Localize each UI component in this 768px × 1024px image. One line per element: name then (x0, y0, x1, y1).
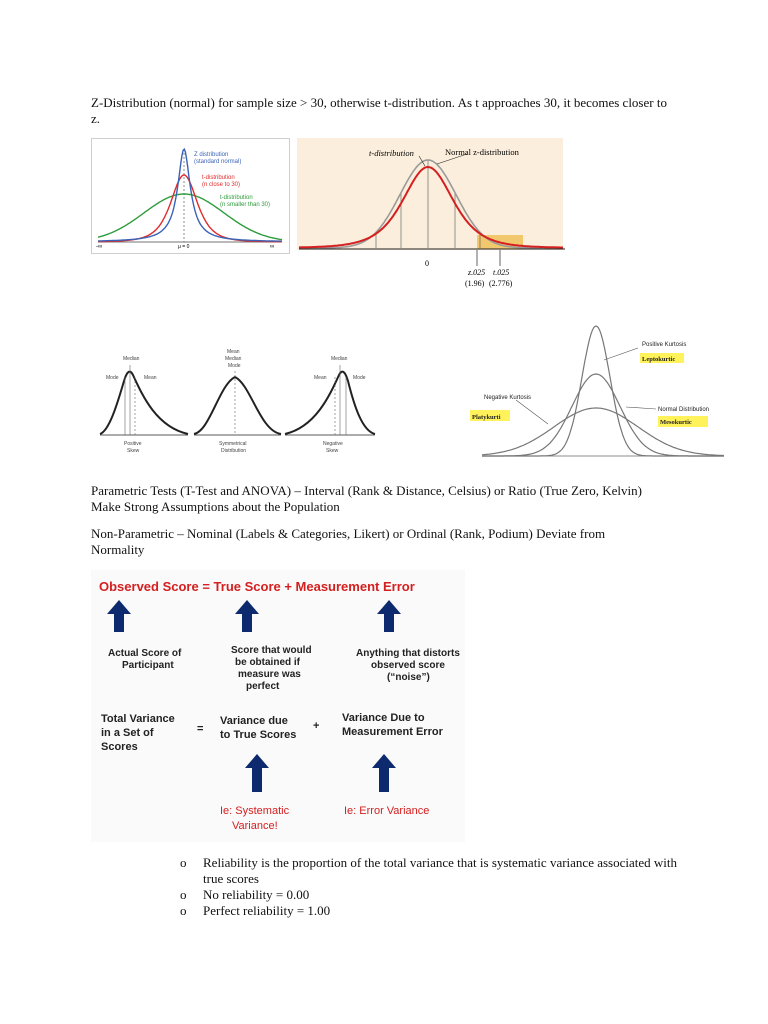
bullet-marker: o (180, 887, 187, 902)
pos-mean-label: Mean (144, 375, 157, 381)
sym-label-2: Median (225, 356, 242, 362)
true-variance-line2: to True Scores (220, 729, 297, 741)
total-variance-line3: Scores (101, 741, 138, 753)
error-variance-line2: Measurement Error (342, 726, 443, 738)
z-crit-label: z.025 (468, 268, 486, 277)
bullet-marker: o (180, 855, 187, 870)
noise-desc-line2: observed score (371, 660, 445, 671)
sym-curve (194, 377, 281, 434)
legend-tsmall-line1: t-distribution (220, 195, 253, 201)
plot-background (297, 138, 563, 250)
mesokurtic-curve (482, 374, 724, 456)
neg-mean-label: Mean (314, 375, 327, 381)
bullet-marker: o (180, 903, 187, 918)
intro-paragraph: Z-Distribution (normal) for sample size > 30, otherwise t-distribution. As t approaches 30, it becomes closer to z. (91, 95, 667, 126)
sym-label-3: Mode (228, 363, 241, 369)
true-variance-line1: Variance due (220, 715, 288, 727)
skew-figure (95, 345, 377, 463)
total-variance-line1: Total Variance (101, 713, 175, 725)
sym-caption-2: Distribution (221, 448, 247, 454)
pos-median-label: Median (123, 356, 140, 362)
legend-t30-line1: t-distribution (202, 175, 235, 181)
t-distribution-label: t-distribution (369, 148, 414, 158)
x-left-label: -∞ (96, 244, 103, 250)
x-center-label: μ = 0 (178, 244, 190, 250)
list-item (180, 887, 700, 903)
noise-desc-line3: (“noise”) (387, 672, 430, 683)
systematic-line1: Ie: Systematic (220, 805, 290, 817)
true-score-desc-line1: Score that would (231, 645, 312, 656)
t-small-curve (98, 194, 282, 240)
neg-kurtosis-pointer (516, 400, 548, 424)
normal-z-label: Normal z-distribution (445, 147, 519, 157)
platykurtic-label: Platykurti (472, 414, 501, 421)
legend-tsmall-line2: (n smaller than 30) (220, 202, 271, 208)
reliability-list (180, 855, 700, 919)
sym-caption-1: Symmetrical (219, 441, 247, 447)
legend-t30-line2: (n close to 30) (202, 182, 241, 188)
true-score-desc-line4: perfect (246, 681, 280, 692)
legend-z-line2: (standard normal) (194, 159, 242, 165)
t-crit-value: (2.776) (489, 279, 513, 288)
neg-median-label: Median (331, 356, 348, 362)
pos-kurtosis-label: Positive Kurtosis (642, 342, 687, 348)
parametric-line-2: Make Strong Assumptions about the Population (91, 499, 340, 514)
true-score-desc-line2: be obtained if (235, 657, 300, 668)
parametric-line-1: Parametric Tests (T-Test and ANOVA) – Interval (Rank & Distance, Celsius) or Ratio (True Zero, Kelvin) (91, 483, 642, 498)
leptokurtic-label: Leptokurtic (642, 356, 676, 363)
nonparametric-line-1: Non-Parametric – Nominal (Labels & Categories, Likert) or Ordinal (Rank, Podium) Deviate from (91, 526, 606, 541)
t-vs-z-figure (297, 138, 565, 298)
pos-mode-label: Mode (106, 375, 119, 381)
nonparametric-line-2: Normality (91, 542, 145, 557)
noise-desc-line1: Anything that distorts (356, 648, 460, 659)
skew-diagrams (95, 345, 377, 463)
error-variance-note: Ie: Error Variance (344, 805, 430, 817)
pos-caption-2: Skew (127, 448, 140, 454)
actual-score-line2: Participant (122, 660, 174, 671)
t-crit-label: t.025 (493, 268, 510, 277)
z-crit-value: (1.96) (465, 279, 485, 288)
actual-score-line1: Actual Score of (108, 648, 182, 659)
error-variance-line1: Variance Due to (342, 712, 425, 724)
kurtosis-figure (468, 320, 738, 460)
mesokurtic-label: Mesokurtic (660, 419, 692, 426)
legend-z-line1: Z distribution (194, 152, 229, 158)
platykurtic-curve (482, 408, 724, 456)
neg-caption-1: Negative (323, 441, 343, 447)
kurtosis-diagram (468, 320, 738, 460)
zero-label: 0 (425, 259, 429, 268)
neg-kurtosis-label: Negative Kurtosis (484, 395, 532, 401)
true-score-desc-line3: measure was (238, 669, 301, 680)
list-item (180, 903, 700, 919)
list-item (180, 855, 700, 887)
systematic-line2: Variance! (232, 820, 278, 832)
neg-mode-label: Mode (353, 375, 366, 381)
z-t-distribution-chart (92, 139, 289, 253)
x-right-label: ∞ (270, 244, 275, 250)
normal-pointer (626, 407, 656, 409)
bullet-text: Perfect reliability = 1.00 (203, 903, 331, 918)
normal-distribution-label: Normal Distribution (658, 407, 710, 413)
bullet-text: Reliability is the proportion of the total variance that is systematic variance associated with true scores (203, 855, 677, 886)
equals-sign: = (197, 723, 204, 735)
measurement-error-diagram (91, 570, 465, 842)
neg-caption-2: Skew (326, 448, 339, 454)
leptokurtic-curve (482, 326, 724, 456)
t-vs-z-chart (297, 138, 565, 298)
measurement-diagram-svg (91, 570, 465, 842)
total-variance-line2: in a Set of (101, 727, 154, 739)
pos-kurtosis-pointer (604, 348, 638, 360)
observed-score-title: Observed Score = True Score + Measurement Error (99, 579, 415, 594)
pos-caption-1: Positive (124, 441, 142, 447)
z-t-distribution-figure (91, 138, 290, 254)
sym-label-1: Mean (227, 349, 240, 355)
plus-sign: + (313, 720, 320, 732)
bullet-text: No reliability = 0.00 (203, 887, 310, 902)
